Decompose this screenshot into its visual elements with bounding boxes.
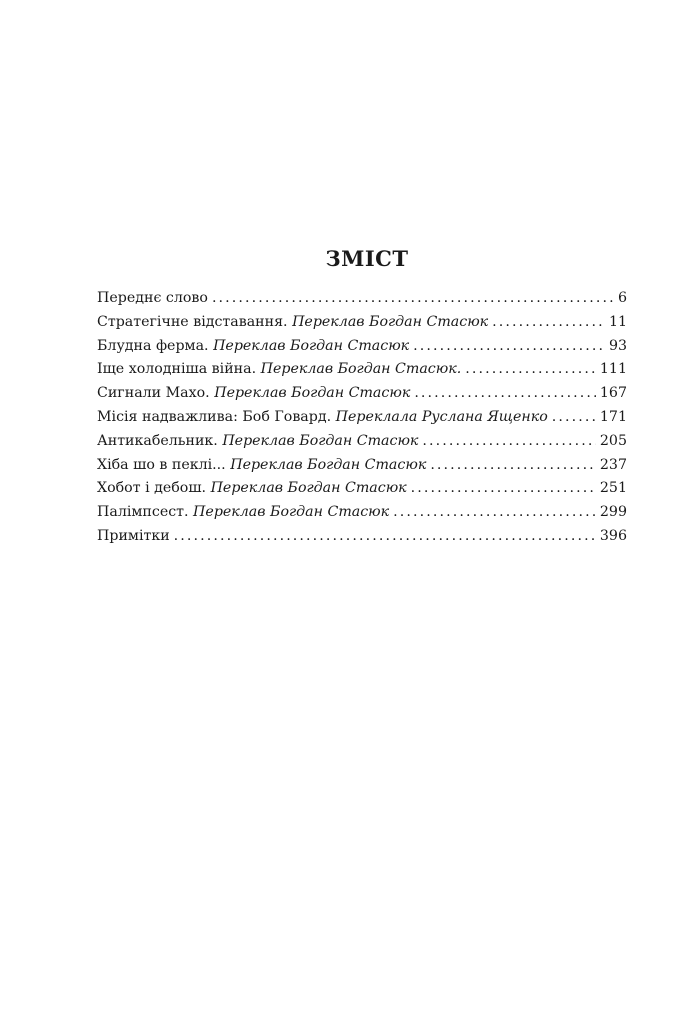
dot-leader bbox=[461, 358, 596, 382]
toc-entry-translator: Переклав Богдан Стасюк bbox=[210, 480, 407, 497]
toc-entry-title: Сигнали Махо. bbox=[97, 385, 210, 402]
toc-entry-translator: Переклав Богдан Стасюк bbox=[214, 385, 411, 402]
toc-entry[interactable] bbox=[97, 430, 627, 454]
toc-entry-page: 299 bbox=[599, 504, 627, 521]
toc-entry[interactable] bbox=[97, 525, 627, 549]
dot-leader bbox=[426, 454, 596, 478]
toc-entry-translator: Переклав Богдан Стасюк bbox=[193, 504, 390, 521]
toc-entry-page: 251 bbox=[599, 480, 627, 497]
toc-entry-page: 6 bbox=[617, 290, 627, 306]
dot-leader bbox=[488, 311, 605, 335]
toc-entry-page: 205 bbox=[599, 432, 627, 449]
toc-entry-translator: Переклав Богдан Стасюк. bbox=[260, 361, 462, 378]
toc-entry-page: 396 bbox=[599, 527, 627, 544]
dot-leader bbox=[407, 477, 596, 501]
toc-entry-page: 93 bbox=[608, 337, 627, 354]
toc-entry[interactable] bbox=[97, 382, 627, 406]
toc-entry-page: 111 bbox=[599, 361, 627, 378]
toc-entry[interactable] bbox=[97, 406, 627, 430]
toc-entry[interactable] bbox=[97, 454, 627, 478]
page-title: ЗМІСТ bbox=[325, 246, 409, 271]
toc-entry-title: Стратегічне відставання. bbox=[97, 313, 288, 330]
toc-entry-translator: Переклала Руслана Ященко bbox=[335, 408, 548, 425]
toc-entry-page: 171 bbox=[599, 408, 627, 425]
toc-entry[interactable] bbox=[97, 287, 627, 311]
dot-leader bbox=[389, 501, 596, 525]
toc-entry-page: 167 bbox=[599, 385, 627, 402]
toc-entry[interactable] bbox=[97, 335, 627, 359]
toc-entry-translator: Переклав Богдан Стасюк bbox=[213, 337, 410, 354]
toc-entry-page: 11 bbox=[608, 313, 627, 330]
toc-entry-translator: Переклав Богдан Стасюк bbox=[222, 432, 419, 449]
toc-entry[interactable] bbox=[97, 477, 627, 501]
dot-leader bbox=[410, 382, 596, 406]
toc-entry-title: Блудна ферма. bbox=[97, 337, 209, 354]
toc-entry-title: Хобот і дебош. bbox=[97, 480, 207, 497]
toc-entry-title: Переднє слово bbox=[97, 290, 208, 306]
toc-entry[interactable] bbox=[97, 358, 627, 382]
toc-entry-translator: Переклав Богдан Стасюк bbox=[292, 313, 489, 330]
toc-entry-title: Антикабельник. bbox=[97, 432, 218, 449]
toc-entry-title: Палімпсест. bbox=[97, 504, 189, 521]
toc-entry[interactable] bbox=[97, 501, 627, 525]
dot-leader bbox=[170, 525, 596, 549]
toc-entry-title: Іще холодніша війна. bbox=[97, 361, 257, 378]
table-of-contents bbox=[97, 287, 627, 549]
toc-entry-page: 237 bbox=[599, 456, 627, 473]
dot-leader bbox=[409, 335, 605, 359]
dot-leader bbox=[208, 287, 614, 311]
toc-entry-translator: Переклав Богдан Стасюк bbox=[230, 456, 427, 473]
dot-leader bbox=[418, 430, 595, 454]
toc-entry[interactable] bbox=[97, 311, 627, 335]
toc-entry-title: Примітки bbox=[97, 527, 170, 544]
dot-leader bbox=[548, 406, 596, 430]
toc-entry-title: Хіба шо в пеклі... bbox=[97, 456, 226, 473]
toc-entry-title: Місія надважлива: Боб Говард. bbox=[97, 408, 332, 425]
